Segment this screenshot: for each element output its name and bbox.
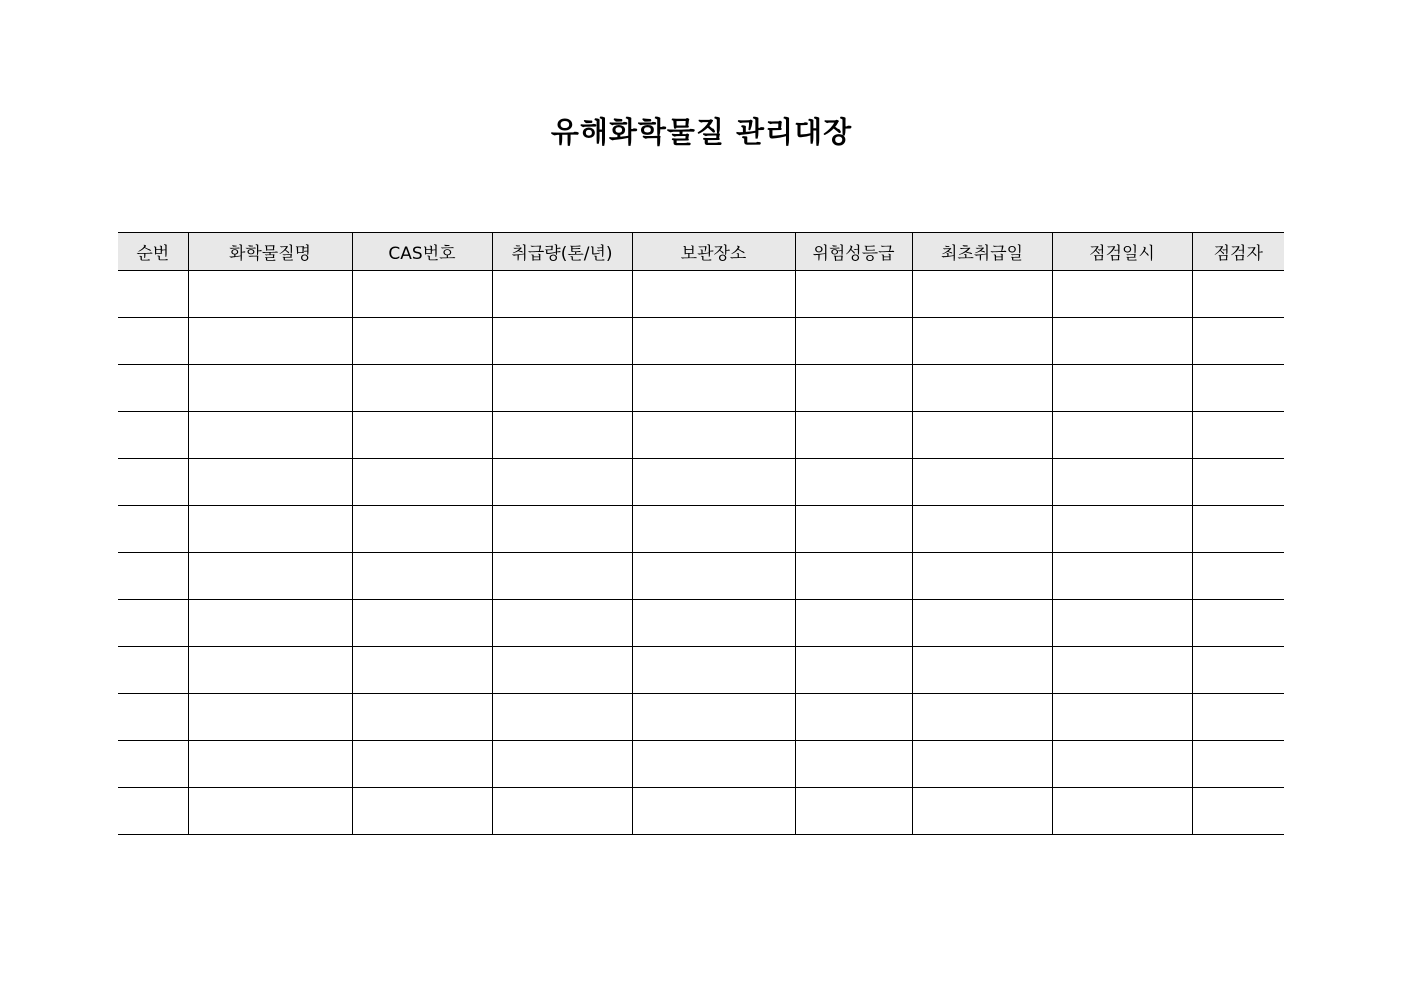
table-cell[interactable] (912, 459, 1052, 506)
table-cell[interactable] (795, 459, 912, 506)
table-cell[interactable] (118, 647, 188, 694)
table-cell[interactable] (795, 271, 912, 318)
table-cell[interactable] (492, 412, 632, 459)
table-cell[interactable] (352, 318, 492, 365)
table-row (118, 412, 1284, 459)
table-cell[interactable] (632, 647, 795, 694)
column-header-quantity: 취급량(톤/년) (492, 233, 632, 271)
table-cell[interactable] (632, 459, 795, 506)
table-cell[interactable] (118, 318, 188, 365)
table-cell[interactable] (1052, 271, 1192, 318)
table-cell[interactable] (118, 741, 188, 788)
table-cell[interactable] (188, 412, 352, 459)
table-cell[interactable] (912, 600, 1052, 647)
table-cell[interactable] (632, 694, 795, 741)
table-cell[interactable] (492, 365, 632, 412)
table-cell[interactable] (1052, 459, 1192, 506)
table-cell[interactable] (1192, 365, 1284, 412)
table-cell[interactable] (1052, 412, 1192, 459)
table-cell[interactable] (118, 788, 188, 835)
table-cell[interactable] (492, 459, 632, 506)
column-header-chemical-name: 화학물질명 (188, 233, 352, 271)
table-cell[interactable] (492, 318, 632, 365)
table-cell[interactable] (1052, 318, 1192, 365)
table-header-row (118, 233, 1284, 271)
table-cell[interactable] (1192, 788, 1284, 835)
table-cell[interactable] (632, 506, 795, 553)
table-cell[interactable] (188, 318, 352, 365)
table-cell[interactable] (492, 271, 632, 318)
table-cell[interactable] (1052, 553, 1192, 600)
table-cell[interactable] (632, 600, 795, 647)
table-cell[interactable] (1052, 788, 1192, 835)
table-cell[interactable] (352, 741, 492, 788)
table-row (118, 271, 1284, 318)
table-cell[interactable] (632, 412, 795, 459)
table-cell[interactable] (912, 694, 1052, 741)
column-header-cas-number: CAS번호 (352, 233, 492, 271)
table-cell[interactable] (1192, 459, 1284, 506)
table-row (118, 553, 1284, 600)
table-cell[interactable] (352, 694, 492, 741)
table-cell[interactable] (632, 365, 795, 412)
table-cell[interactable] (188, 506, 352, 553)
table-cell[interactable] (912, 506, 1052, 553)
table-cell[interactable] (188, 271, 352, 318)
table-cell[interactable] (912, 318, 1052, 365)
page-title: 유해화학물질 관리대장 (550, 115, 853, 149)
table-cell[interactable] (352, 459, 492, 506)
table-row (118, 506, 1284, 553)
table-cell[interactable] (118, 600, 188, 647)
table-cell[interactable] (1192, 600, 1284, 647)
table-row (118, 741, 1284, 788)
table-cell[interactable] (912, 365, 1052, 412)
table-body (118, 271, 1284, 835)
table-cell[interactable] (188, 647, 352, 694)
table-cell[interactable] (492, 600, 632, 647)
table-cell[interactable] (632, 788, 795, 835)
table-cell[interactable] (912, 788, 1052, 835)
table-row (118, 647, 1284, 694)
column-header-first-handling-date: 최초취급일 (912, 233, 1052, 271)
table-cell[interactable] (1052, 600, 1192, 647)
table-cell[interactable] (118, 412, 188, 459)
column-header-inspector: 점검자 (1192, 233, 1284, 271)
table-cell[interactable] (1192, 741, 1284, 788)
table-cell[interactable] (795, 647, 912, 694)
table-row (118, 600, 1284, 647)
table-cell[interactable] (492, 694, 632, 741)
table-cell[interactable] (1052, 741, 1192, 788)
table-cell[interactable] (795, 741, 912, 788)
table-cell[interactable] (1192, 694, 1284, 741)
column-header-seq: 순번 (118, 233, 188, 271)
table-cell[interactable] (188, 741, 352, 788)
table-cell[interactable] (912, 553, 1052, 600)
column-header-hazard-grade: 위험성등급 (795, 233, 912, 271)
table-cell[interactable] (912, 647, 1052, 694)
chemical-ledger-table (118, 232, 1284, 835)
table-cell[interactable] (1052, 506, 1192, 553)
table-row (118, 788, 1284, 835)
table-cell[interactable] (492, 647, 632, 694)
table-cell[interactable] (795, 365, 912, 412)
table-cell[interactable] (1052, 694, 1192, 741)
table-cell[interactable] (1192, 553, 1284, 600)
table-row (118, 459, 1284, 506)
table-cell[interactable] (912, 741, 1052, 788)
table-cell[interactable] (118, 553, 188, 600)
table-cell[interactable] (352, 788, 492, 835)
table-cell[interactable] (188, 365, 352, 412)
table-row (118, 318, 1284, 365)
table-cell[interactable] (1192, 647, 1284, 694)
table-cell[interactable] (795, 788, 912, 835)
table-cell[interactable] (1192, 318, 1284, 365)
column-header-storage-location: 보관장소 (632, 233, 795, 271)
table-cell[interactable] (118, 365, 188, 412)
table-cell[interactable] (632, 271, 795, 318)
table-cell[interactable] (352, 365, 492, 412)
table-cell[interactable] (118, 694, 188, 741)
table-cell[interactable] (795, 412, 912, 459)
table-cell[interactable] (352, 600, 492, 647)
table-cell[interactable] (118, 271, 188, 318)
column-header-inspection-date: 점검일시 (1052, 233, 1192, 271)
table-cell[interactable] (795, 506, 912, 553)
table-cell[interactable] (188, 459, 352, 506)
table-cell[interactable] (492, 553, 632, 600)
table-cell[interactable] (632, 553, 795, 600)
table-row (118, 694, 1284, 741)
table-row (118, 365, 1284, 412)
table-cell[interactable] (118, 459, 188, 506)
table-cell[interactable] (1052, 365, 1192, 412)
table-cell[interactable] (352, 553, 492, 600)
table-cell[interactable] (1192, 506, 1284, 553)
table-cell[interactable] (352, 647, 492, 694)
table-cell[interactable] (632, 741, 795, 788)
table-cell[interactable] (492, 506, 632, 553)
table-cell[interactable] (912, 412, 1052, 459)
table-cell[interactable] (1192, 271, 1284, 318)
table-cell[interactable] (1052, 647, 1192, 694)
table-cell[interactable] (188, 694, 352, 741)
table-cell[interactable] (795, 694, 912, 741)
table-cell[interactable] (632, 318, 795, 365)
table-cell[interactable] (352, 506, 492, 553)
table-cell[interactable] (188, 553, 352, 600)
table-cell[interactable] (795, 553, 912, 600)
table-cell[interactable] (795, 600, 912, 647)
table-cell[interactable] (795, 318, 912, 365)
table-cell[interactable] (188, 788, 352, 835)
table-cell[interactable] (492, 788, 632, 835)
table-cell[interactable] (352, 271, 492, 318)
table-cell[interactable] (188, 600, 352, 647)
table-cell[interactable] (118, 506, 188, 553)
table-cell[interactable] (352, 412, 492, 459)
table-cell[interactable] (492, 741, 632, 788)
table-cell[interactable] (1192, 412, 1284, 459)
table-cell[interactable] (912, 271, 1052, 318)
